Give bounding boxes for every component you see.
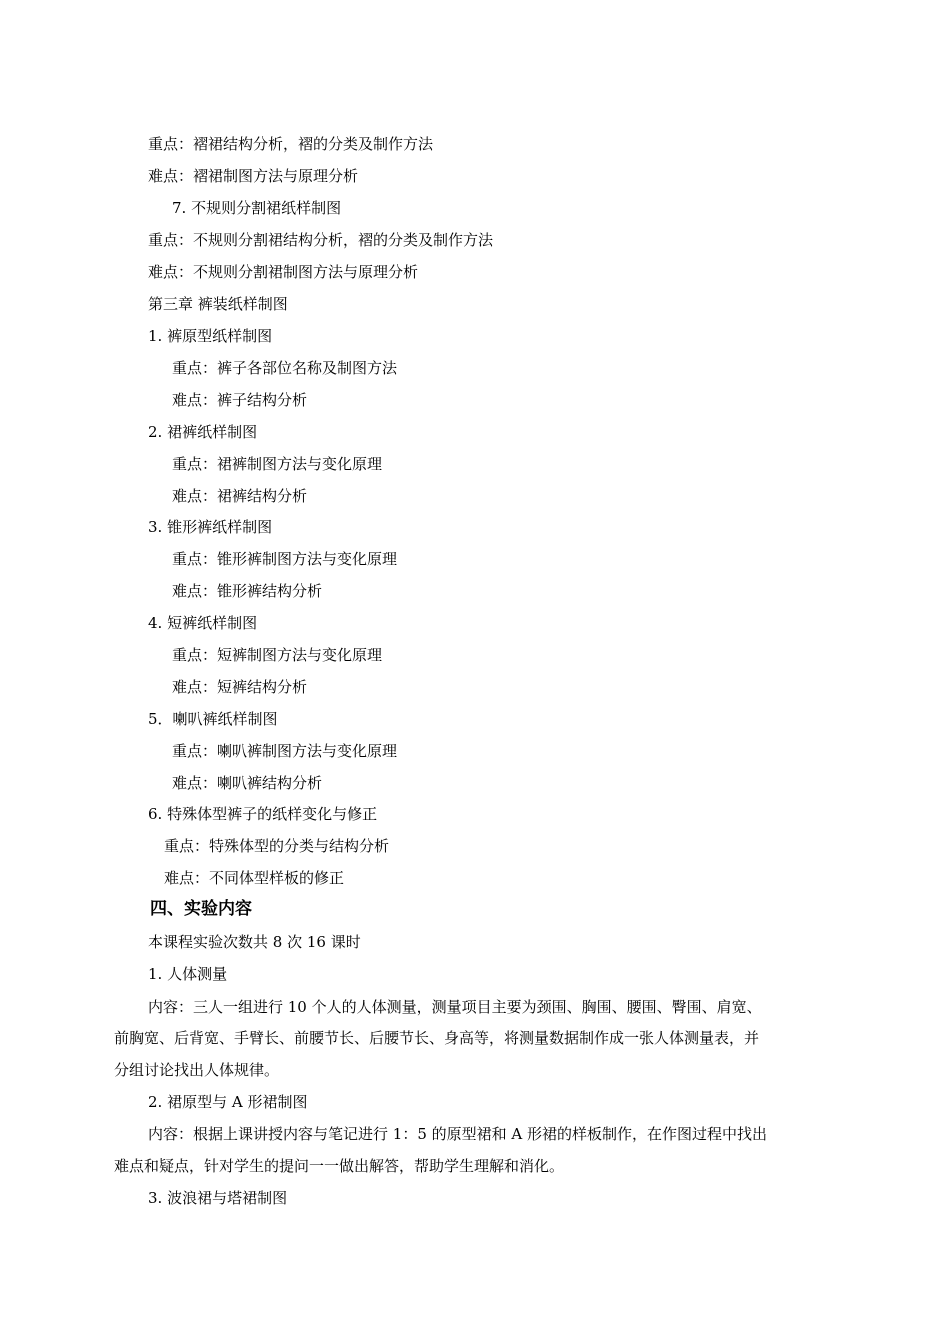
chapter3-item-difficulty: 难点：裤子结构分析 [172,391,308,409]
experiment-1-content: 分组讨论找出人体规律。 [114,1061,280,1079]
pleated-skirt-difficulty: 难点：褶裙制图方法与原理分析 [148,167,359,185]
chapter3-item-key-point: 重点：裙裤制图方法与变化原理 [172,455,383,473]
chapter3-item-title: 1. 裤原型纸样制图 [148,327,273,345]
chapter3-title: 第三章 裤装纸样制图 [148,295,288,313]
chapter3-item-title: 2. 裙裤纸样制图 [148,423,258,441]
irregular-skirt-title: 7. 不规则分割裙纸样制图 [172,199,342,217]
experiment-2-title: 2. 裙原型与 A 形裙制图 [148,1093,308,1111]
irregular-skirt-difficulty: 难点：不规则分割裙制图方法与原理分析 [148,263,419,281]
chapter3-item-difficulty: 难点：喇叭裤结构分析 [172,774,323,792]
experiment-3-title: 3. 波浪裙与塔裙制图 [148,1189,288,1207]
experiment-2-content: 难点和疑点，针对学生的提问一一做出解答，帮助学生理解和消化。 [114,1157,565,1175]
irregular-skirt-key-point: 重点：不规则分割裙结构分析，褶的分类及制作方法 [148,231,494,249]
chapter3-item-title: 3. 锥形裤纸样制图 [148,518,273,536]
chapter3-item-difficulty: 难点：不同体型样板的修正 [164,869,345,887]
chapter3-item-key-point: 重点：锥形裤制图方法与变化原理 [172,550,398,568]
pleated-skirt-key-point: 重点：褶裙结构分析，褶的分类及制作方法 [148,135,434,153]
chapter3-item-title: 4. 短裤纸样制图 [148,614,258,632]
experiment-1-title: 1. 人体测量 [148,965,228,983]
section4-intro: 本课程实验次数共 8 次 16 课时 [148,933,361,951]
section4-heading: 四、实验内容 [150,899,252,919]
chapter3-item-key-point: 重点：裤子各部位名称及制图方法 [172,359,398,377]
experiment-2-content: 内容：根据上课讲授内容与笔记进行 1：5 的原型裙和 A 形裙的样板制作，在作图过程中找出 [148,1125,767,1143]
chapter3-item-difficulty: 难点：短裤结构分析 [172,678,308,696]
experiment-1-content: 内容：三人一组进行 10 个人的人体测量，测量项目主要为颈围、胸围、腰围、臀围、肩宽、 [148,998,762,1016]
chapter3-item-difficulty: 难点：裙裤结构分析 [172,487,308,505]
chapter3-item-key-point: 重点：特殊体型的分类与结构分析 [164,837,390,855]
chapter3-item-key-point: 重点：喇叭裤制图方法与变化原理 [172,742,398,760]
chapter3-item-key-point: 重点：短裤制图方法与变化原理 [172,646,383,664]
chapter3-item-difficulty: 难点：锥形裤结构分析 [172,582,323,600]
experiment-1-content: 前胸宽、后背宽、手臂长、前腰节长、后腰节长、身高等，将测量数据制作成一张人体测量表，并 [114,1029,760,1047]
chapter3-item-title: 5．喇叭裤纸样制图 [148,710,278,728]
chapter3-item-title: 6. 特殊体型裤子的纸样变化与修正 [148,805,378,823]
